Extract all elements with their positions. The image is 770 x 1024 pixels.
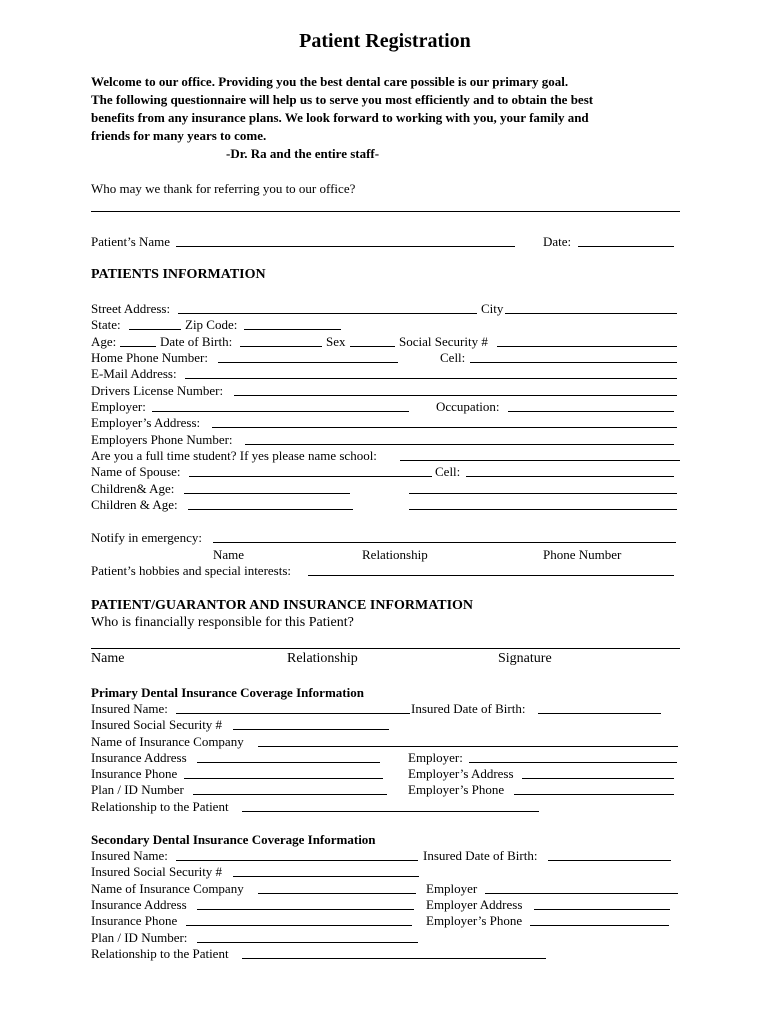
secondary-heading: Secondary Dental Insurance Coverage Information (91, 832, 376, 847)
cell-label: Cell: (440, 350, 466, 365)
sex-label: Sex (326, 334, 346, 349)
secondary-employer-phone-label: Employer’s Phone (426, 913, 523, 928)
patient-name-label: Patient’s Name (91, 234, 171, 249)
employer-address-field[interactable] (212, 427, 677, 428)
guarantor-col-signature: Signature (498, 651, 552, 666)
secondary-insured-name-label: Insured Name: (91, 848, 168, 863)
sex-field[interactable] (350, 346, 395, 347)
employer-label: Employer: (91, 399, 146, 414)
spouse-field[interactable] (189, 476, 432, 477)
street-field[interactable] (178, 313, 477, 314)
secondary-insured-name-field[interactable] (176, 860, 418, 861)
secondary-phone-field[interactable] (186, 925, 412, 926)
primary-address-label: Insurance Address (91, 750, 187, 765)
secondary-address-field[interactable] (197, 909, 414, 910)
primary-company-label: Name of Insurance Company (91, 734, 244, 749)
secondary-company-label: Name of Insurance Company (91, 881, 244, 896)
ssn-field[interactable] (497, 346, 677, 347)
secondary-employer-address-label: Employer Address (426, 897, 523, 912)
primary-insured-name-label: Insured Name: (91, 701, 168, 716)
spouse-label: Name of Spouse: (91, 464, 181, 479)
referral-field[interactable] (91, 211, 680, 212)
secondary-relationship-label: Relationship to the Patient (91, 946, 229, 961)
primary-phone-label: Insurance Phone (91, 766, 178, 781)
employer-phone-label: Employers Phone Number: (91, 432, 233, 447)
secondary-relationship-field[interactable] (242, 958, 546, 959)
secondary-employer-address-field[interactable] (534, 909, 670, 910)
student-label: Are you a full time student? If yes please name school: (91, 448, 377, 463)
state-label: State: (91, 317, 121, 332)
ssn-label: Social Security # (399, 334, 488, 349)
secondary-insured-dob-field[interactable] (548, 860, 671, 861)
employer-field[interactable] (152, 411, 409, 412)
zip-label: Zip Code: (185, 317, 238, 332)
notify-col-phone: Phone Number (543, 547, 622, 562)
children-field-right[interactable] (409, 509, 677, 510)
children-label: Children& Age: (91, 481, 175, 496)
hobbies-field[interactable] (308, 575, 674, 576)
primary-plan-label: Plan / ID Number (91, 782, 184, 797)
notify-field[interactable] (213, 542, 676, 543)
welcome-line: The following questionnaire will help us to serve you most efficiently and to obtain the best (91, 92, 594, 107)
primary-address-field[interactable] (197, 762, 380, 763)
city-label: City (481, 301, 504, 316)
drivers-license-field[interactable] (234, 395, 677, 396)
primary-ssn-field[interactable] (233, 729, 389, 730)
primary-company-field[interactable] (258, 746, 678, 747)
occupation-label: Occupation: (436, 399, 500, 414)
email-field[interactable] (185, 378, 677, 379)
primary-relationship-label: Relationship to the Patient (91, 799, 229, 814)
hobbies-label: Patient’s hobbies and special interests: (91, 563, 292, 578)
drivers-license-label: Drivers License Number: (91, 383, 224, 398)
primary-employer-phone-field[interactable] (514, 794, 674, 795)
primary-relationship-field[interactable] (242, 811, 539, 812)
children-field[interactable] (184, 493, 350, 494)
primary-plan-field[interactable] (193, 794, 387, 795)
spouse-cell-field[interactable] (466, 476, 674, 477)
primary-employer-address-label: Employer’s Address (408, 766, 514, 781)
primary-ssn-label: Insured Social Security # (91, 717, 223, 732)
primary-insured-name-field[interactable] (176, 713, 410, 714)
guarantor-heading: PATIENT/GUARANTOR AND INSURANCE INFORMATION (91, 598, 474, 613)
children-field-right[interactable] (409, 493, 677, 494)
guarantor-col-relationship: Relationship (287, 651, 358, 666)
secondary-ssn-label: Insured Social Security # (91, 864, 223, 879)
employer-address-label: Employer’s Address: (91, 415, 201, 430)
street-label: Street Address: (91, 301, 171, 316)
secondary-plan-label: Plan / ID Number: (91, 930, 188, 945)
welcome-line: Welcome to our office. Providing you the best dental care possible is our primary goal. (91, 74, 569, 89)
secondary-address-label: Insurance Address (91, 897, 187, 912)
date-label: Date: (543, 234, 572, 249)
dob-field[interactable] (240, 346, 322, 347)
welcome-line: friends for many years to come. (91, 128, 267, 143)
welcome-signoff: -Dr. Ra and the entire staff- (226, 146, 380, 161)
primary-phone-field[interactable] (184, 778, 383, 779)
secondary-plan-field[interactable] (197, 942, 418, 943)
referral-question: Who may we thank for referring you to our office? (91, 181, 356, 196)
guarantor-col-name: Name (91, 651, 125, 666)
guarantor-field[interactable] (91, 648, 680, 649)
email-label: E-Mail Address: (91, 366, 177, 381)
patients-info-heading: PATIENTS INFORMATION (91, 267, 266, 282)
spouse-cell-label: Cell: (435, 464, 461, 479)
welcome-line: benefits from any insurance plans. We look forward to working with you, your family and (91, 110, 589, 125)
guarantor-question: Who is financially responsible for this Patient? (91, 615, 354, 630)
primary-employer-field[interactable] (469, 762, 677, 763)
notify-col-relationship: Relationship (362, 547, 428, 562)
secondary-employer-label: Employer (426, 881, 478, 896)
employer-phone-field[interactable] (245, 444, 674, 445)
school-field[interactable] (400, 460, 680, 461)
secondary-insured-dob-label: Insured Date of Birth: (423, 848, 538, 863)
primary-insured-dob-field[interactable] (538, 713, 661, 714)
secondary-employer-field[interactable] (485, 893, 678, 894)
secondary-company-field[interactable] (258, 893, 416, 894)
secondary-ssn-field[interactable] (233, 876, 419, 877)
notify-label: Notify in emergency: (91, 530, 202, 545)
secondary-phone-label: Insurance Phone (91, 913, 178, 928)
patient-name-field[interactable] (176, 246, 515, 247)
zip-field[interactable] (244, 329, 341, 330)
children-label: Children & Age: (91, 497, 178, 512)
primary-heading: Primary Dental Insurance Coverage Information (91, 685, 364, 700)
primary-employer-phone-label: Employer’s Phone (408, 782, 505, 797)
state-field[interactable] (129, 329, 181, 330)
age-field[interactable] (120, 346, 156, 347)
primary-employer-label: Employer: (408, 750, 463, 765)
primary-insured-dob-label: Insured Date of Birth: (411, 701, 526, 716)
secondary-employer-phone-field[interactable] (530, 925, 669, 926)
occupation-field[interactable] (508, 411, 674, 412)
home-phone-field[interactable] (218, 362, 398, 363)
home-phone-label: Home Phone Number: (91, 350, 208, 365)
dob-label: Date of Birth: (160, 334, 233, 349)
primary-employer-address-field[interactable] (522, 778, 674, 779)
cell-field[interactable] (470, 362, 677, 363)
children-field[interactable] (188, 509, 353, 510)
age-label: Age: (91, 334, 117, 349)
page-title: Patient Registration (299, 30, 471, 52)
city-field[interactable] (505, 313, 677, 314)
notify-col-name: Name (213, 547, 245, 562)
date-field[interactable] (578, 246, 674, 247)
